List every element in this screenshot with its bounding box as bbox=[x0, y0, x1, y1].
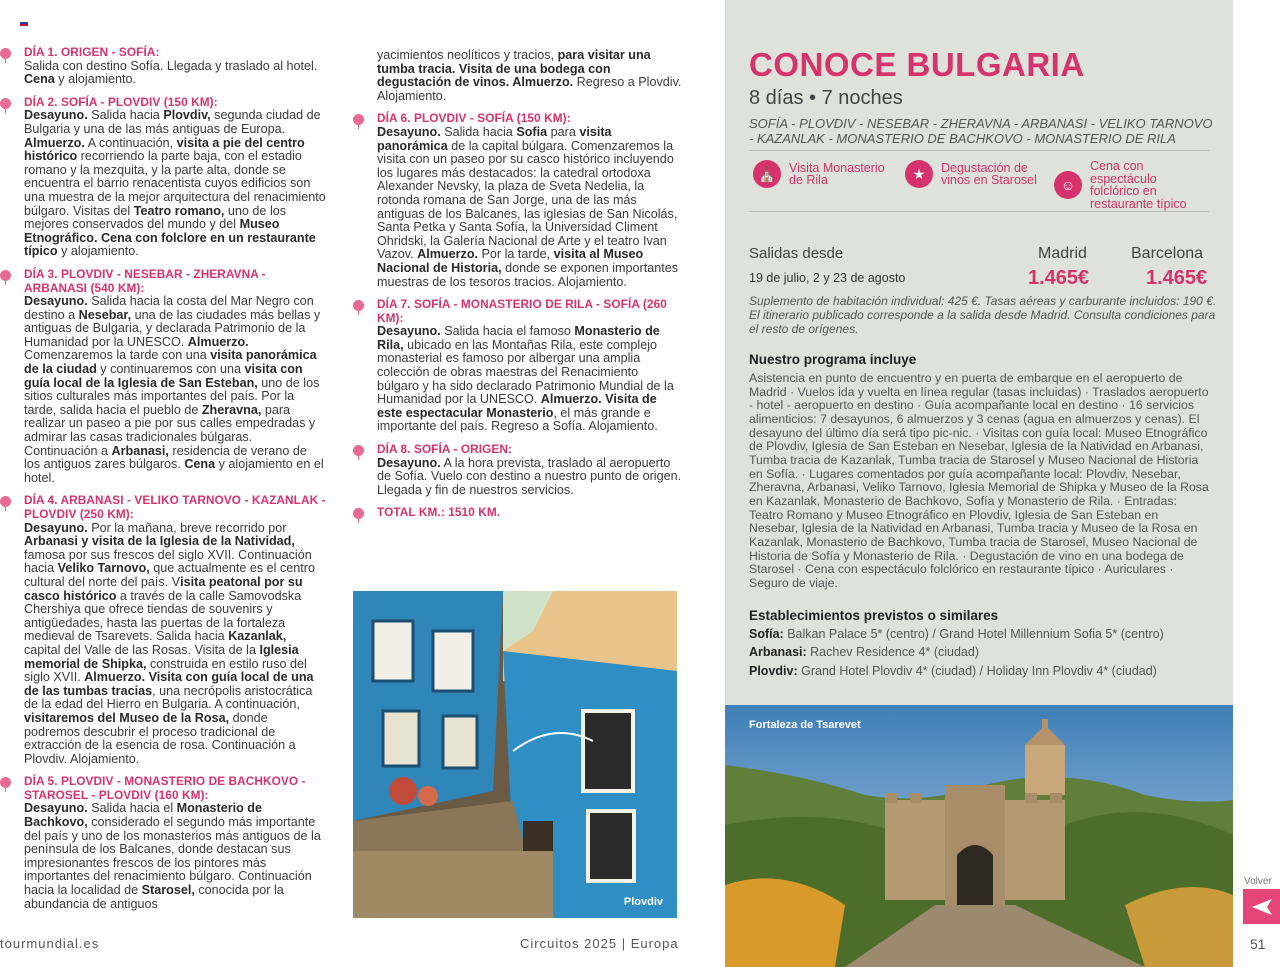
day-title: DÍA 2. SOFÍA - PLOVDIV (150 KM): bbox=[24, 94, 218, 109]
fortress-illustration bbox=[725, 705, 1233, 967]
day-body: Desayuno. Salida hacia la costa del Mar Negro con destino a Nesebar, una de las ciudades más bellas y antiguas de Bulgaria, y declarada Patrimonio de la Humanidad por la UNESCO. Almuerzo. Comenzaremos la tarde con una visita panorámica de la ciudad y continuaremos con una visita con guía local de la Iglesia de San Esteban, uno de los sitios culturales más importantes del país. Por la tarde, salida hacia el pueblo de Zheravna, para realizar un paseo a pie por sus calles empedradas y admirar las casas tradicionales búlgaras. Continuación a Arbanasi, residencia de verano de los antiguos zares búlgaros. Cena y alojamiento en el hotel. bbox=[24, 294, 324, 485]
hotel-names: Grand Hotel Plovdiv 4* (ciudad) / Holiday Inn Plovdiv 4* (ciudad) bbox=[801, 664, 1157, 678]
bullet-icon bbox=[0, 98, 11, 109]
price-city-madrid: Madrid bbox=[1038, 245, 1087, 262]
includes-body: Asistencia en punto de encuentro y en puerta de embarque en el aeropuerto de Madrid · Vuelos ida y vuelta en línea regular (tasas incluidas) · Traslados aeropuerto - hotel - aeropuerto en destino · Guía acompañante local en destino · 16 servicios alimenticios: 7 desayunos, 6 almuerzos y 3 cenas (agua en almuerzos y cenas). El desayuno del último día será tipo pic-nic. · Visitas con guía local: Museo Etnográfico de Plovdiv, Iglesia de San Esteban en Nesebar, Iglesia de la Natividad en Arbanasi, Tumba tracia de Kazanlak, Tumba tracia de Starosel y Museo Nacional de Historia en Sofía. · Lugares comentados por guía acompañante local: Plovdiv, Nesebar, Zheravna, Arbanasi, Veliko Tarnovo, Iglesia Memorial de Shipka y Museo de la Rosa en Kazanlak, Monasterio de Bachkovo, Sofía y Monasterio de Rila. · Entradas: Teatro Romano y Museo Etnográfico en Plovdiv, Iglesia de San Esteban en Nesebar, Iglesia de la Natividad en Arbanasi, Tumba tracia y Museo de la Rosa en Kazanlak, Monasterio de Bachkovo, Tumba tracia de Starosel, Museo Nacional de Historia de Sofía y Monasterio de Rila. · Degustación de vino en una bodega de Starosel · Cena con espectáculo folclórico en restaurante típico · Auriculares · Seguro de viaje. bbox=[749, 371, 1209, 590]
bullet-icon bbox=[0, 270, 11, 281]
departures-label: Salidas desde bbox=[749, 245, 844, 262]
hotel-city: Sofía: bbox=[749, 627, 784, 641]
price-madrid: 1.465€ bbox=[1028, 267, 1090, 289]
page-number: 51 bbox=[1250, 936, 1266, 952]
day-title: DÍA 3. PLOVDIV - NESEBAR - ZHERAVNA - ARBANASI (540 KM): bbox=[24, 266, 266, 295]
bullet-icon bbox=[353, 300, 364, 311]
monastery-icon: ⛪ bbox=[753, 160, 781, 188]
includes-title: Nuestro programa incluye bbox=[749, 352, 917, 367]
day-body: Desayuno. Por la mañana, breve recorrido por Arbanasi y visita de la Iglesia de la Natividad, famosa por sus frescos del siglo XVII. Continuación hacia Veliko Tarnovo, que actualmente es el centro cultural del norte del país. Visita peatonal por su casco histórico a través de la calle Samovodska Chershiya que ofrece tiendas de souvenirs y antigüedades, hasta las puertas de la fortaleza medieval de Tsarevets. Salida hacia Kazanlak, capital del Valle de las Rosas. Visita de la Iglesia memorial de Shipka, construida en estilo ruso del siglo XVII. Almuerzo. Visita con guía local de una de las tumbas tracias, una necrópolis aristocrática de la edad del Hierro en Bulgaria. A continuación, visitaremos del Museo de la Rosa, donde podremos descubrir el proceso tradicional de extracción de la esencia de rosa. Continuación a Plovdiv. Alojamiento. bbox=[24, 520, 315, 766]
plovdiv-photo bbox=[353, 591, 677, 918]
day-body: Desayuno. Salida hacia el Monasterio de Bachkovo, considerado el segundo más importante del país y uno de los monasterios más antiguos de la península de los Balcanes, donde destacan sus impresionantes frescos de los pintores más importantes del renacimiento búlgaro. Continuación hacia la localidad de Starosel, conocida por la abundancia de antiguos bbox=[24, 801, 321, 911]
feature-label: Visita Monasterio de Rila bbox=[789, 160, 885, 187]
bullet-icon bbox=[0, 48, 11, 59]
feature-wine bbox=[905, 160, 1045, 188]
hotel-names: Balkan Palace 5* (centro) / Grand Hotel Millennium Sofia 5* (centro) bbox=[787, 627, 1164, 641]
departure-dates: 19 de julio, 2 y 23 de agosto bbox=[749, 271, 906, 285]
day-title: TOTAL KM.: 1510 KM. bbox=[377, 505, 501, 520]
hotels-title: Establecimientos previstos o similares bbox=[749, 608, 999, 623]
feature-folklore bbox=[1054, 160, 1200, 210]
day-title: DÍA 6. PLOVDIV - SOFÍA (150 KM): bbox=[377, 111, 571, 126]
bullet-icon bbox=[353, 114, 364, 125]
itinerary-day-2 bbox=[0, 96, 326, 259]
itinerary-day-7 bbox=[353, 298, 683, 434]
divider bbox=[749, 211, 1209, 212]
itinerary-day-1 bbox=[0, 46, 326, 87]
feature-monastery bbox=[753, 160, 897, 188]
itinerary-day-5 bbox=[0, 775, 326, 911]
divider bbox=[749, 150, 1209, 151]
supplement-note: Suplemento de habitación individual: 425 €. Tasas aéreas y carburante incluidos: 190 €. El itinerario publicado corresponde a la salida desde Madrid. Consulta condiciones para el resto de orígenes. bbox=[749, 294, 1217, 336]
day-body: Desayuno. A la hora prevista, traslado al aeropuerto de Sofía. Vuelo con destino a nuestro punto de origen. Llegada y fin de nuestros servicios. bbox=[377, 455, 682, 497]
tour-route: SOFÍA - PLOVDIV - NESEBAR - ZHERAVNA - ARBANASI - VELIKO TARNOVO - KAZANLAK - MONASTERIO DE BACHKOVO - MONASTERIO DE RILA bbox=[749, 116, 1213, 146]
photo-caption: Fortaleza de Tsarevet bbox=[749, 719, 861, 731]
day-body: Desayuno. Salida hacia Sofia para visita panorámica de la capital búlgara. Comenzaremos la visita con un paseo por su casco histórico incluyendo los lugares más destacados: la catedral ortodoxa Alexander Nevsky, la plaza de Sveta Nedelia, la rotonda romana de San Jorge, una de las más antiguas de los Balcanes, las iglesias de San Nicolás, Santa Petka y Santa Sofía, la Universidad Climent Ohridski, la Galería Nacional de Arte y el teatro Ivan Vazov. Almuerzo. Por la tarde, visita al Museo Nacional de Historia, donde se exponen importantes muestras de los tesoros tracios. Alojamiento. bbox=[377, 124, 679, 289]
feature-label: Cena con espectáculo folclórico en restaurante típico bbox=[1090, 159, 1187, 211]
hotel-city: Plovdiv: bbox=[749, 664, 798, 678]
itinerary-day-4 bbox=[0, 494, 326, 766]
itinerary-day-6 bbox=[353, 112, 683, 289]
footer-site[interactable]: tourmundial.es bbox=[0, 936, 100, 951]
bullet-icon bbox=[0, 496, 11, 507]
day-body: Salida con destino Sofía. Llegada y traslado al hotel. Cena y alojamiento. bbox=[24, 58, 318, 87]
tour-duration: 8 días • 7 noches bbox=[749, 87, 903, 109]
hotel-city: Arbanasi: bbox=[749, 645, 807, 659]
photo-caption: Plovdiv bbox=[623, 896, 663, 908]
plovdiv-illustration bbox=[353, 591, 677, 918]
arrow-left-icon bbox=[1252, 899, 1272, 915]
day-title: DÍA 5. PLOVDIV - MONASTERIO DE BACHKOVO - STAROSEL - PLOVDIV (160 KM): bbox=[24, 774, 306, 802]
back-label: Volver bbox=[1244, 876, 1272, 887]
price-barcelona: 1.465€ bbox=[1146, 267, 1208, 289]
tour-summary-panel bbox=[725, 0, 1233, 705]
hotel-row bbox=[749, 627, 1164, 641]
itinerary-day-5-continued: yacimientos neolíticos y tracios, para visitar una tumba tracia. Visita de una bodega con degustación de vinos. Almuerzo. Regreso a Plovdiv. Alojamiento. bbox=[377, 48, 682, 103]
flag-icon bbox=[20, 20, 28, 28]
itinerary-day-3 bbox=[0, 268, 326, 486]
hotel-names: Rachev Residence 4* (ciudad) bbox=[810, 645, 979, 659]
itinerary-day-8 bbox=[353, 443, 683, 497]
feature-label: Degustación de vinos en Starosel bbox=[941, 160, 1037, 187]
day-title: DÍA 7. SOFÍA - MONASTERIO DE RILA - SOFÍA (260 KM): bbox=[377, 297, 667, 325]
price-city-barcelona: Barcelona bbox=[1131, 245, 1204, 262]
itinerary-column-2 bbox=[353, 49, 683, 529]
bullet-icon bbox=[0, 777, 11, 788]
back-button[interactable] bbox=[1243, 889, 1280, 924]
hotel-row bbox=[749, 645, 979, 659]
day-body: Desayuno. Salida hacia el famoso Monasterio de Rila, ubicado en las Montañas Rila, este complejo monasterial es famoso por albergar una amplia colección de obras maestras del Renacimiento búlgaro y ha sido declarado Patrimonio Mundial de la Humanidad por la UNESCO. Almuerzo. Visita de este espectacular Monasterio, el más grande e importante del país. Regreso a Sofía. Alojamiento. bbox=[377, 324, 674, 434]
bullet-icon bbox=[353, 508, 364, 519]
fortress-photo bbox=[725, 705, 1233, 967]
bullet-icon bbox=[353, 445, 364, 456]
day-title: DÍA 8. SOFÍA - ORIGEN: bbox=[377, 442, 513, 457]
day-body: Desayuno. Salida hacia Plovdiv, segunda ciudad de Bulgaria y una de las más antiguas de Europa. Almuerzo. A continuación, visita a pie del centro histórico recorriendo la parte baja, con el estadio romano y la mezquita, y la parte alta, donde se encuentra el barrio renacentista cuyos edificios son una muestra de la mejor arquitectura del renacimiento búlgaro. Visitas del Teatro romano, uno de los mejores conservados del mundo y del Museo Etnográfico. Cena con folclore en un restaurante típico y alojamiento. bbox=[24, 108, 326, 259]
theater-masks-icon: ☺ bbox=[1054, 171, 1082, 199]
hotel-row bbox=[749, 664, 1157, 678]
day-title: DÍA 1. ORIGEN - SOFÍA: bbox=[24, 45, 160, 59]
footer-catalog: Circuitos 2025 | Europa bbox=[520, 936, 679, 951]
itinerary-column-1 bbox=[0, 46, 326, 920]
wine-star-icon: ★ bbox=[905, 160, 933, 188]
day-title: DÍA 4. ARBANASI - VELIKO TARNOVO - KAZANLAK - PLOVDIV (250 KM): bbox=[24, 493, 326, 521]
total-km bbox=[353, 506, 683, 520]
tour-title: CONOCE BULGARIA bbox=[749, 46, 1085, 83]
